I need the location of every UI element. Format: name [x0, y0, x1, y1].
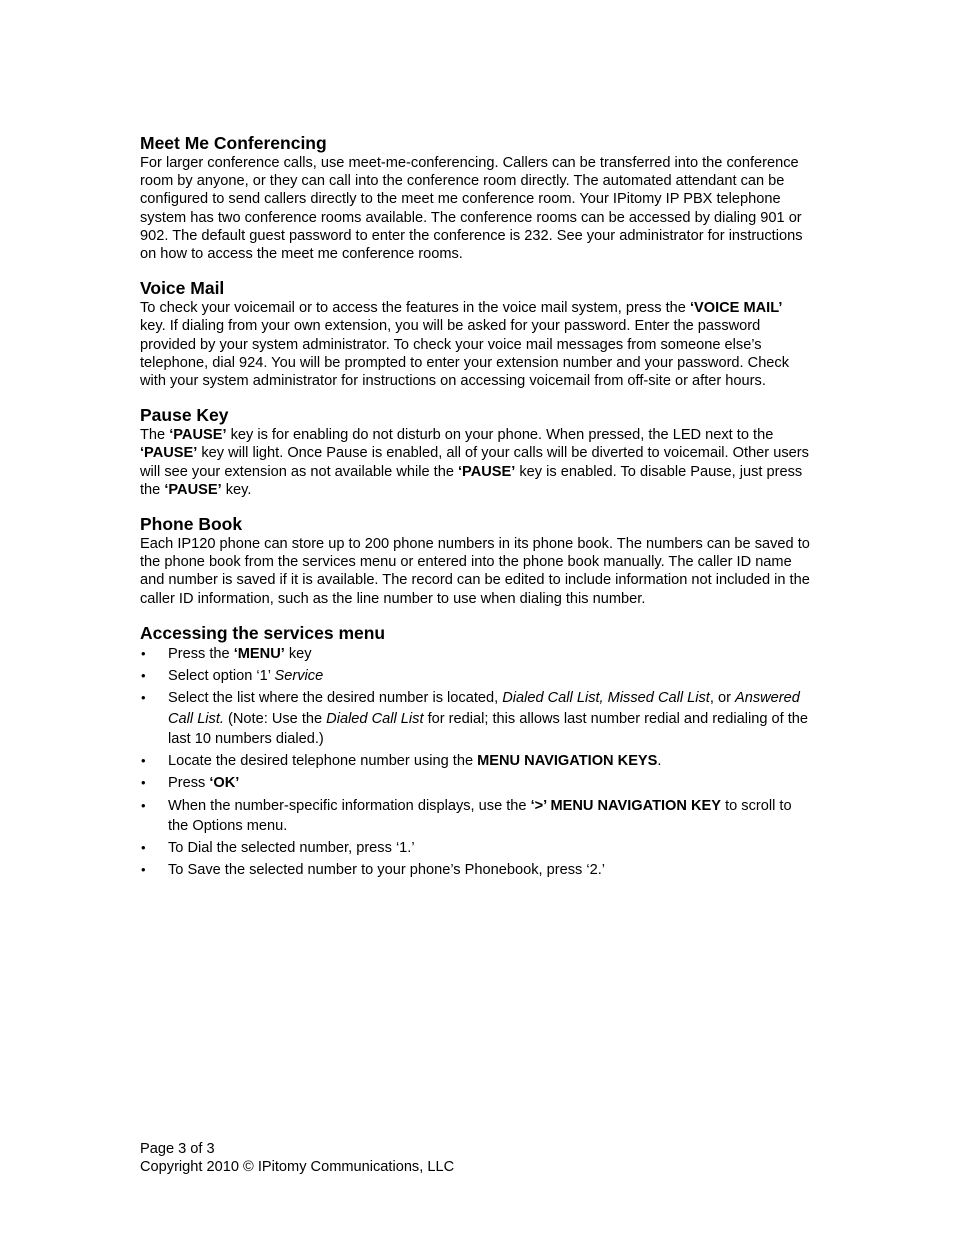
bullet-icon: • — [141, 667, 146, 683]
section-phone-book — [140, 513, 812, 608]
text-run: To Save the selected number to your phone’s Phonebook, press ‘2.’ — [168, 862, 606, 879]
bullet-icon: • — [141, 775, 146, 791]
list-item — [140, 751, 812, 772]
bold-text: ‘OK’ — [209, 775, 240, 792]
text-run: To Dial the selected number, press ‘1.’ — [168, 840, 415, 857]
page-footer — [140, 1140, 454, 1177]
text-run: For larger conference calls, use meet-me-conferencing. Callers can be transferred into the conference room by anyone, or they can call into the conference room directly. The automated attendant can be configured to send callers directly to the meet me conference room. Your IPitomy IP PBX telephone system has two conference rooms available. The conference rooms can be accessed by dialing 901 or 902. The default guest password to enter the conference is 232. See your administrator for instructions on how to access the meet me conference rooms. — [140, 155, 803, 263]
bold-text: ‘PAUSE’ — [140, 445, 198, 462]
text-run: Press — [168, 775, 210, 792]
list-item — [140, 796, 812, 837]
text-run: When the number-specific information displays, use the — [168, 797, 531, 814]
section-body — [140, 299, 812, 390]
text-run: The — [140, 427, 170, 444]
bullet-icon: • — [141, 797, 146, 813]
text-run: to scroll to the Options menu. — [168, 797, 792, 835]
bold-text: ‘>’ MENU NAVIGATION KEY — [530, 797, 722, 814]
bullet-icon: • — [141, 862, 146, 878]
section-body — [140, 535, 812, 608]
italic-text: Dialed Call List — [326, 710, 424, 727]
list-item — [140, 688, 812, 750]
text-run: for redial; this allows last number redial and redialing of the last 10 numbers dialed.) — [168, 710, 809, 748]
section-heading: Pause Key — [140, 405, 229, 426]
list-item — [140, 838, 812, 859]
services-list — [140, 644, 812, 881]
bullet-icon: • — [141, 753, 146, 769]
italic-text: Dialed Call List, Missed Call List — [502, 690, 710, 707]
bullet-icon: • — [141, 645, 146, 661]
bold-text: ‘PAUSE’ — [169, 427, 227, 444]
text-run: Press the — [168, 645, 234, 662]
page-number: Page 3 of 3 — [140, 1141, 215, 1157]
sections-container — [140, 132, 812, 608]
section-body — [140, 154, 812, 263]
text-run: Select the list where the desired number is located, — [168, 690, 503, 707]
text-run: key — [284, 645, 312, 662]
section-heading: Voice Mail — [140, 278, 225, 299]
list-item — [140, 860, 812, 881]
services-heading: Accessing the services menu — [140, 622, 386, 643]
list-item — [140, 773, 812, 794]
text-run: , or — [709, 690, 735, 707]
text-run: key. — [221, 481, 252, 498]
text-run: To check your voicemail or to access the features in the voice mail system, press the — [140, 300, 690, 317]
text-run: key is for enabling do not disturb on your phone. When pressed, the LED next to the — [226, 427, 774, 444]
italic-text: Answered Call List. — [168, 690, 800, 727]
bold-text: ‘PAUSE’ — [164, 481, 222, 498]
copyright-notice: Copyright 2010 © IPitomy Communications, LLC — [140, 1159, 455, 1176]
italic-text: Service — [274, 667, 324, 684]
bullet-icon: • — [141, 840, 146, 856]
section-heading: Phone Book — [140, 514, 243, 535]
bold-text: ‘VOICE MAIL’ — [689, 300, 783, 317]
bold-text: ‘MENU’ — [233, 645, 285, 662]
text-run: Select option ‘1’ — [168, 667, 275, 684]
document-page — [140, 132, 812, 895]
bold-text: MENU NAVIGATION KEYS — [477, 753, 658, 770]
section-voice-mail — [140, 277, 812, 390]
text-run: Locate the desired telephone number using the — [168, 753, 478, 770]
text-run: (Note: Use the — [223, 710, 327, 727]
section-heading: Meet Me Conferencing — [140, 133, 327, 153]
text-run: Each IP120 phone can store up to 200 phone numbers in its phone book. The numbers can be saved to the phone book from the services menu or entered into the phone book manually. The caller ID name and number is saved if it is available. The record can be edited to include information not included in the caller ID information, such as the line number to use when dialing this number. — [140, 536, 810, 607]
list-item — [140, 644, 812, 665]
section-body — [140, 426, 812, 499]
text-run: . — [657, 753, 662, 770]
text-run: key. If dialing from your own extension, you will be asked for your password. Enter the password provided by your system administrator. To check your voice mail messages from someone else’s telephone, dial 924. You will be prompted to enter your extension number and your password. Check with your system administrator for instructions on accessing voicemail from off-site or after hours. — [140, 318, 790, 390]
services-section — [140, 622, 812, 881]
bold-text: ‘PAUSE’ — [458, 463, 516, 480]
text-run: key is enabled. To disable Pause, just press the — [140, 463, 803, 498]
section-pause-key — [140, 404, 812, 499]
list-item — [140, 666, 812, 687]
text-run: key will light. Once Pause is enabled, all of your calls will be diverted to voicemail. Other users will see your extension as not available while the — [140, 445, 809, 480]
section-meet-me-conferencing — [140, 132, 812, 263]
bullet-icon: • — [141, 690, 146, 706]
